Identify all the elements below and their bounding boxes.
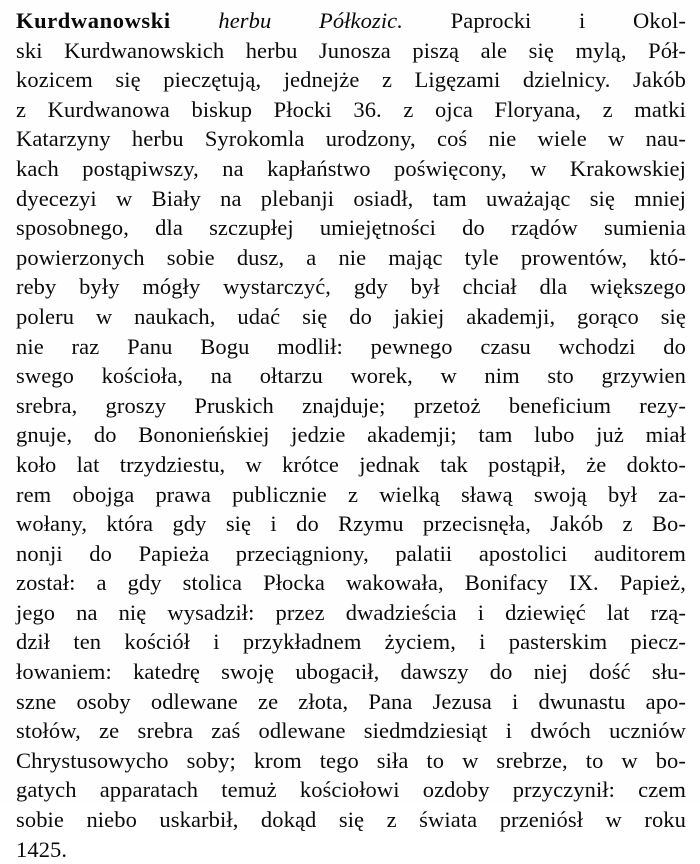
entry-line: powierzonych sobie dusz, a nie mając tyle prowentów, któ- <box>16 244 686 270</box>
entry-line: rem obojga prawa publicznie z wielką sławą swoją był za- <box>16 481 686 507</box>
entry-line: kach postąpiwszy, na kapłaństwo poświęcony, w Krakowskiej <box>16 155 686 181</box>
entry-line: został: a gdy stolica Płocka wakowała, Bonifacy IX. Papież, <box>16 570 686 596</box>
entry-line: sobie niebo uskarbił, dokąd się z świata przeniósł w roku <box>16 807 686 833</box>
entry-line-last: 1425. <box>16 836 68 862</box>
entry-line: Katarzyny herbu Syrokomla urodzony, coś nie wiele w nau- <box>16 126 686 152</box>
entry-line: Chrystusowycho soby; krom tego siła to w srebrze, to w bo- <box>16 747 686 773</box>
entry-line: nie raz Panu Bogu modlił: pewnego czasu wchodzi do <box>16 333 686 359</box>
entry-line-text: Paprocki i Okol- <box>450 8 686 33</box>
entry-line: jego na nię wysadził: przez dwadzieścia i dziewięć lat rzą- <box>16 599 686 625</box>
entry-line: łowaniem: katedrę swoję ubogacił, dawszy do niej dość słu- <box>16 659 686 685</box>
entry-line: gatych apparatach temuż kościołowi ozdoby przyczynił: czem <box>16 777 686 803</box>
entry-line: koło lat trzydziestu, w krótce jednak tak postąpił, że dokto- <box>16 451 686 477</box>
entry-line: wołany, która gdy się i do Rzymu przecisnęła, Jakób z Bo- <box>16 511 686 537</box>
entry-heading-coat-of-arms: herbu Półkozic. <box>218 8 403 33</box>
entry-line: swego kościoła, na ołtarzu worek, w nim sto grzywien <box>16 363 686 389</box>
entry-line: z Kurdwanowa biskup Płocki 36. z ojca Floryana, z matki <box>16 96 686 122</box>
entry-line: gnuje, do Bononieńskiej jedzie akademji; tam lubo już miał <box>16 422 686 448</box>
entry-line-1 <box>16 6 686 36</box>
entry-line: kozicem się pieczętują, jednejże z Ligęzami dzielnicy. Jakób <box>16 67 686 93</box>
entry-line: reby były mógły wystarczyć, gdy był chciał dla większego <box>16 274 686 300</box>
entry-line: poleru w naukach, udać się do jakiej akademji, gorąco się <box>16 303 686 329</box>
entry-line: srebra, groszy Pruskich znajduje; przetoż beneficium rezy- <box>16 392 686 418</box>
entry-line: sposobnego, dla szczupłej umiejętności do rządów sumienia <box>16 215 686 241</box>
entry-line: stołów, ze srebra zaś odlewane siedmdziesiąt i dwóch uczniów <box>16 718 686 744</box>
entry-line: dyecezyi w Biały na plebanji osiadł, tam uważając się mniej <box>16 185 686 211</box>
entry-line: ski Kurdwanowskich herbu Junosza piszą ale się mylą, Pół- <box>16 37 686 63</box>
encyclopedia-entry <box>16 6 686 864</box>
entry-line: dził ten kościół i przykładnem życiem, i pasterskim piecz- <box>16 629 686 655</box>
entry-line: szne osoby odlewane ze złota, Pana Jezusa i dwunastu apo- <box>16 688 686 714</box>
entry-heading: Kurdwanowski <box>16 8 171 33</box>
entry-line: nonji do Papieża przeciągniony, palatii apostolici auditorem <box>16 540 686 566</box>
